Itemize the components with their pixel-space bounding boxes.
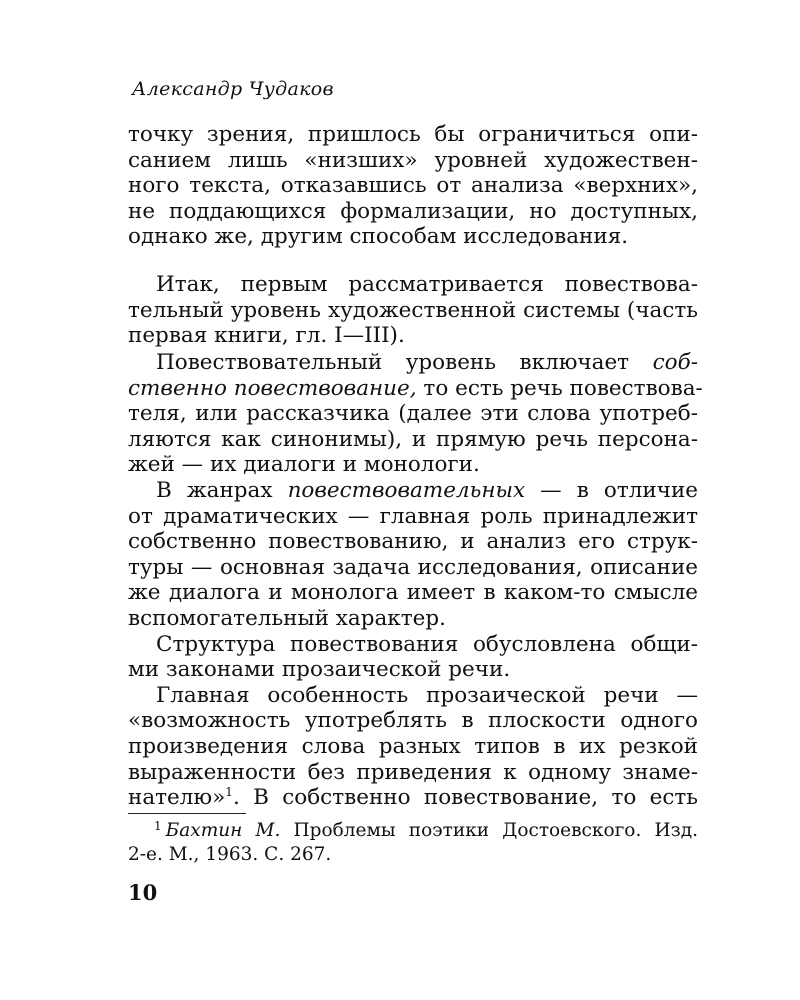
text-line: тельный уровень художественной системы (часть [128, 297, 698, 323]
footnote-mark: 1 [154, 819, 162, 833]
text-line: Главная особенность прозаической речи — [156, 682, 698, 708]
footnote-reference[interactable]: 1 [225, 785, 233, 800]
text-line: же диалога и монолога имеет в каком-то смысле [128, 580, 698, 606]
text-line: не поддающихся формализации, но доступных, [128, 198, 698, 224]
text-line: точку зрения, пришлось бы ограничиться опи- [128, 122, 698, 147]
paragraph-continuation [128, 122, 698, 250]
text-line: первая книги, гл. I—III). [128, 323, 405, 349]
text-line: вспомогательный характер. [128, 605, 446, 631]
text-line: нателю»$^1$. В собственно повествование, то есть [128, 785, 698, 811]
text-line: произведения слова разных типов в их резкой [128, 733, 698, 759]
running-header-author: Александр Чудаков [132, 78, 334, 100]
text-line: жей — их диалоги и монологи. [128, 452, 480, 478]
text-line: ми законами прозаической речи. [128, 657, 511, 683]
text-line: Повествовательный уровень включает соб- [156, 350, 698, 375]
text-line: выраженности без приведения к одному знаме- [128, 759, 698, 785]
footnote-line: $^1$ Бахтин М. Проблемы поэтики Достоевского. Изд. [154, 819, 699, 841]
text-line: ляются как синонимы), и прямую речь персона- [128, 426, 698, 452]
paragraph-itak [128, 272, 698, 349]
text-line: «возможность употреблять в плоскости одного [128, 708, 698, 734]
text-line: теля, или рассказчика (далее эти слова употреб- [128, 401, 698, 427]
footnote-separator [128, 813, 246, 814]
page-number: 10 [128, 880, 158, 905]
text-line: ственно повествование, то есть речь повествова- [128, 375, 703, 401]
text-line: однако же, другим способам исследования. [128, 224, 629, 250]
text-line: собственно повествованию, и анализ его струк- [128, 529, 698, 555]
text-line: Структура повествования обусловлена общи- [156, 631, 698, 657]
text-line: санием лишь «низших» уровней художествен- [128, 147, 698, 173]
text-line: от драматических — главная роль принадлежит [128, 503, 698, 529]
text-line: В жанрах повествовательных — в отличие [156, 477, 699, 503]
footnote [128, 819, 698, 867]
text-line: ного текста, отказавшись от анализа «верхних», [128, 173, 698, 199]
text-line: Итак, первым рассматривается повествова- [156, 272, 698, 297]
main-text [128, 350, 703, 811]
footnote-line: 2-е. М., 1963. С. 267. [128, 844, 332, 865]
text-line: туры — основная задача исследования, описание [128, 554, 698, 580]
